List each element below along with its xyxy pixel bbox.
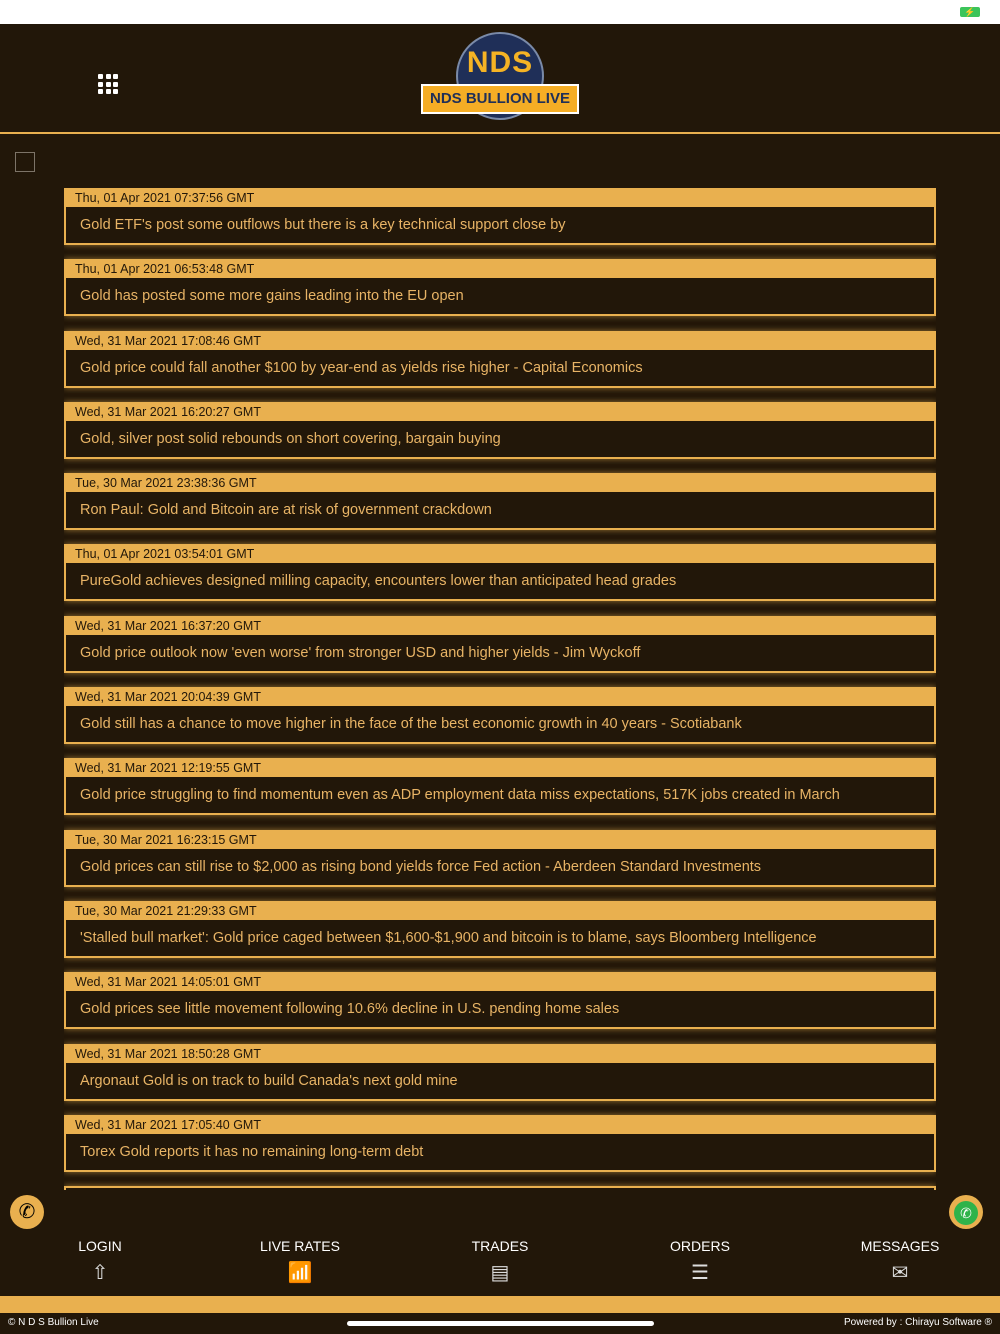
powered-by: Powered by : Chirayu Software ®	[844, 1317, 992, 1328]
news-item[interactable]	[64, 259, 936, 316]
logo-band: NDS BULLION LIVE	[421, 84, 579, 114]
grid-menu-icon[interactable]	[98, 74, 118, 94]
footer	[0, 1313, 1000, 1334]
nav-login[interactable]	[0, 1238, 200, 1296]
logo	[421, 32, 579, 122]
news-date: Wed, 31 Mar 2021 16:37:20 GMT	[66, 618, 934, 635]
news-item[interactable]	[64, 402, 936, 459]
news-date: Wed, 31 Mar 2021 20:04:39 GMT	[66, 689, 934, 706]
news-date: Wed, 31 Mar 2021 17:08:46 GMT	[66, 333, 934, 350]
news-item[interactable]	[64, 830, 936, 887]
nav-trades[interactable]	[400, 1238, 600, 1296]
news-date: Thu, 01 Apr 2021 03:54:01 GMT	[66, 546, 934, 563]
app-header	[0, 24, 1000, 134]
news-title: Ron Paul: Gold and Bitcoin are at risk of government crackdown	[80, 502, 492, 519]
news-date: Thu, 01 Apr 2021 07:37:56 GMT	[66, 190, 934, 207]
news-item[interactable]	[64, 901, 936, 958]
chart-icon: 📶	[287, 1262, 313, 1284]
home-indicator[interactable]	[347, 1321, 654, 1326]
divider-bar	[0, 1296, 1000, 1313]
nav-label: LOGIN	[78, 1238, 122, 1254]
news-item[interactable]	[64, 1115, 936, 1172]
whatsapp-button[interactable]	[949, 1195, 983, 1229]
news-title: Gold has posted some more gains leading into the EU open	[80, 288, 464, 305]
news-item[interactable]	[64, 1044, 936, 1101]
news-title: Argonaut Gold is on track to build Canada's next gold mine	[80, 1072, 458, 1089]
mail-icon: ✉	[891, 1262, 909, 1284]
phone-call-button[interactable]	[10, 1195, 44, 1229]
copyright: © N D S Bullion Live	[8, 1317, 99, 1328]
news-date: Tue, 30 Mar 2021 21:29:33 GMT	[66, 903, 934, 920]
whatsapp-icon: ✆	[954, 1201, 978, 1225]
nav-label: ORDERS	[670, 1238, 730, 1254]
news-item[interactable]	[64, 616, 936, 673]
upload-circle-icon: ⇧	[91, 1262, 109, 1284]
phone-icon: ✆	[18, 1201, 36, 1223]
checklist-icon: ☰	[691, 1262, 709, 1284]
news-date: Wed, 31 Mar 2021 18:50:28 GMT	[66, 1046, 934, 1063]
nav-messages[interactable]	[800, 1238, 1000, 1296]
news-item[interactable]	[64, 972, 936, 1029]
news-title: Gold ETF's post some outflows but there is a key technical support close by	[80, 217, 566, 233]
news-date: Wed, 31 Mar 2021 16:20:27 GMT	[66, 404, 934, 421]
nav-live-rates[interactable]	[200, 1238, 400, 1296]
news-title: 'Stalled bull market': Gold price caged between $1,600-$1,900 and bitcoin is to blame, says Bloomberg Intelligence	[80, 929, 817, 946]
news-title: Gold prices can still rise to $2,000 as rising bond yields force Fed action - Aberdeen Standard Investments	[80, 858, 762, 875]
news-date: Wed, 31 Mar 2021 14:05:01 GMT	[66, 974, 934, 991]
news-title: Gold prices see little movement following 10.6% decline in U.S. pending home sales	[80, 1001, 620, 1018]
nav-label: MESSAGES	[860, 1238, 940, 1254]
news-item[interactable]	[64, 331, 936, 388]
news-list[interactable]	[64, 188, 936, 1190]
logo-text: NDS	[466, 46, 534, 79]
nav-label: TRADES	[471, 1238, 529, 1254]
news-date: Thu, 01 Apr 2021 06:53:48 GMT	[66, 261, 934, 278]
news-item[interactable]	[64, 544, 936, 601]
news-date: Tue, 30 Mar 2021 23:38:36 GMT	[66, 475, 934, 492]
news-item[interactable]	[64, 758, 936, 815]
news-title: Gold price could fall another $100 by year-end as yields rise higher - Capital Economics	[80, 359, 643, 376]
news-date: Tue, 30 Mar 2021 16:23:15 GMT	[66, 832, 934, 849]
nav-orders[interactable]	[600, 1238, 800, 1296]
news-title: Torex Gold reports it has no remaining long-term debt	[80, 1143, 424, 1160]
news-item[interactable]	[64, 687, 936, 744]
battery-charging-icon: ⚡	[960, 7, 980, 17]
news-title: Gold price outlook now 'even worse' from stronger USD and higher yields - Jim Wyckoff	[80, 644, 641, 661]
checkbox[interactable]	[15, 152, 35, 172]
document-icon: ▤	[490, 1262, 510, 1284]
bottom-nav	[0, 1238, 1000, 1296]
news-date: Wed, 31 Mar 2021 12:19:55 GMT	[66, 760, 934, 777]
nav-label: LIVE RATES	[260, 1238, 340, 1254]
news-date: Wed, 31 Mar 2021 17:05:40 GMT	[66, 1117, 934, 1134]
news-title: Gold still has a chance to move higher in the face of the best economic growth in 40 years - Scotiabank	[80, 716, 742, 733]
news-item-partial[interactable]	[64, 1186, 936, 1190]
status-bar	[0, 0, 1000, 24]
news-item[interactable]	[64, 473, 936, 530]
news-title: Gold price struggling to find momentum even as ADP employment data miss expectations, 517K jobs created in March	[80, 787, 840, 804]
news-title: Gold, silver post solid rebounds on short covering, bargain buying	[80, 430, 501, 447]
news-item[interactable]	[64, 188, 936, 245]
news-title: PureGold achieves designed milling capacity, encounters lower than anticipated head grades	[80, 573, 677, 590]
